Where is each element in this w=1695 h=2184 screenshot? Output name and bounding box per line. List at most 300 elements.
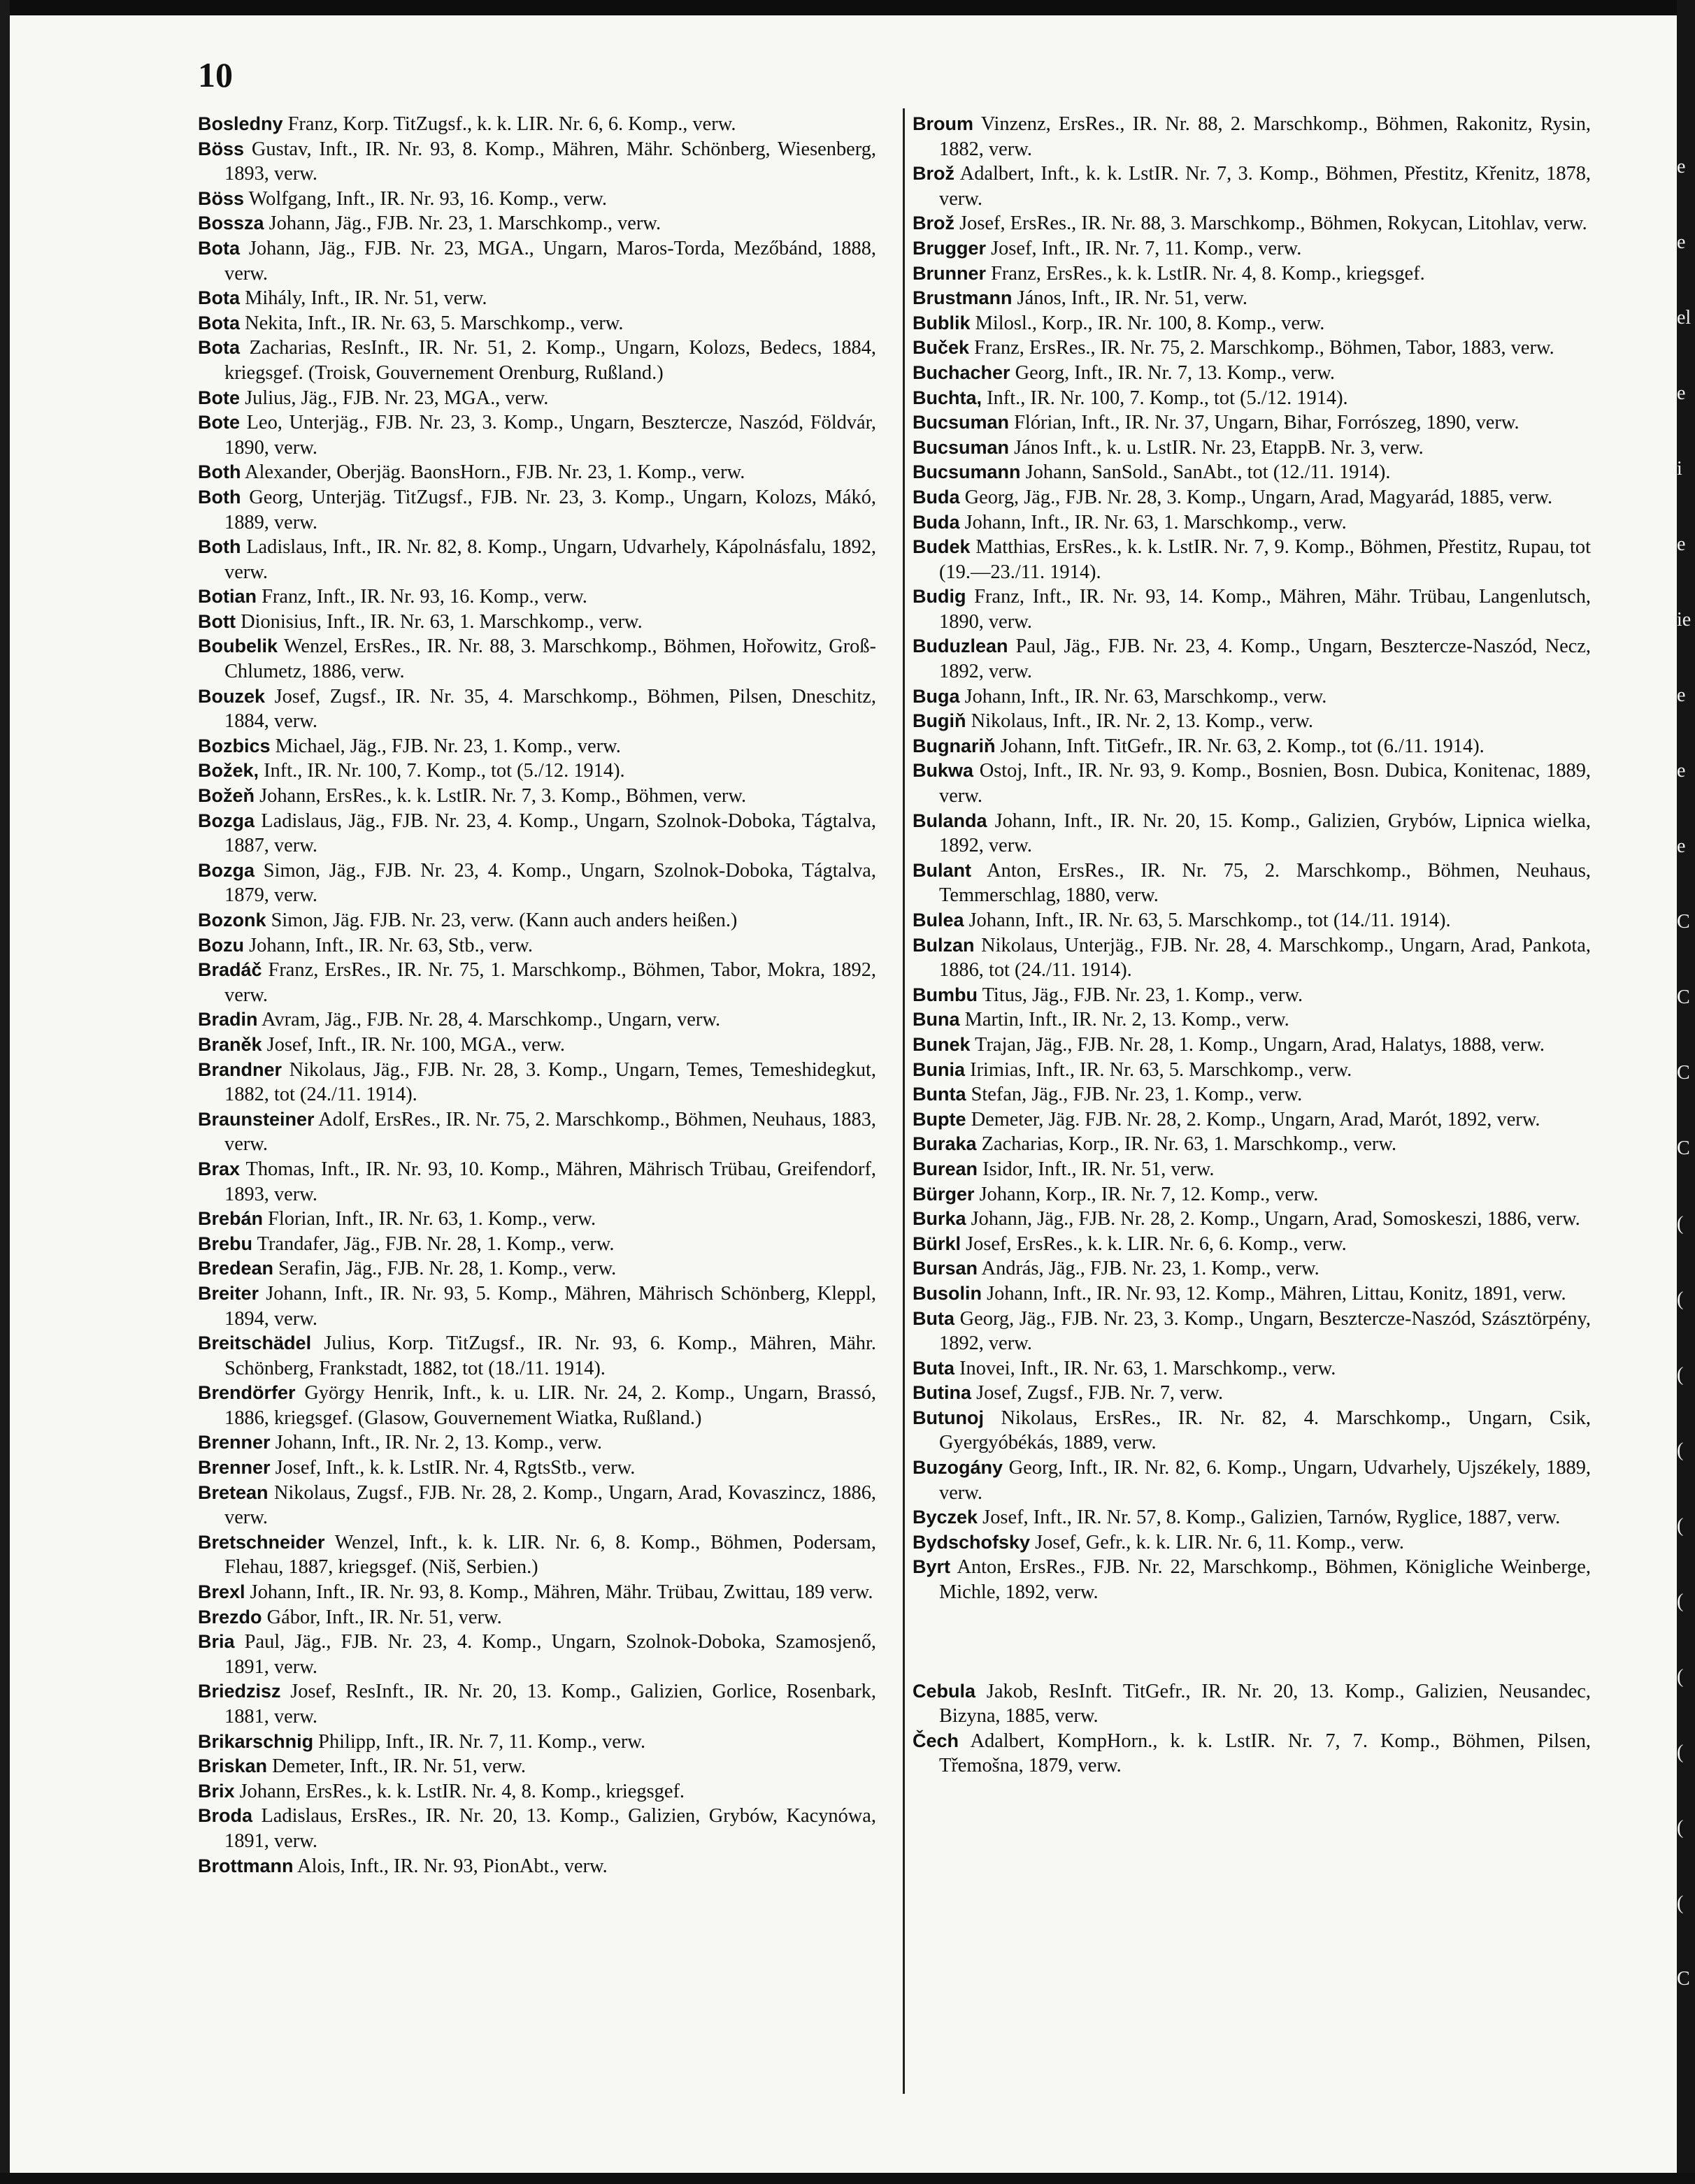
- entry-surname: Bredean: [198, 1258, 274, 1279]
- entry-surname: Bulant: [913, 859, 971, 881]
- entry-surname: Budig: [913, 586, 966, 608]
- entry-details: Alois, Inft., IR. Nr. 93, PionAbt., verw.: [293, 1855, 608, 1877]
- entry-surname: Bugiň: [913, 710, 966, 732]
- entry: [198, 211, 876, 236]
- entry-surname: Both: [198, 486, 241, 508]
- entry: [913, 983, 1591, 1008]
- entry-details: Demeter, Jäg. FJB. Nr. 28, 2. Komp., Ungarn, Arad, Marót, 1892, verw.: [966, 1108, 1540, 1130]
- margin-fragment: (: [1677, 1818, 1684, 1838]
- entry-surname: Brenner: [198, 1457, 271, 1479]
- entry: [913, 485, 1591, 510]
- entry-surname: Bote: [198, 387, 240, 408]
- entry-details: Trajan, Jäg., FJB. Nr. 28, 1. Komp., Ungarn, Arad, Halatys, 1888, verw.: [970, 1033, 1545, 1056]
- entry: [913, 112, 1591, 161]
- entry: [198, 1530, 876, 1580]
- entry: [913, 908, 1591, 933]
- entry: [913, 510, 1591, 536]
- entry-details: Johann, Inft., IR. Nr. 93, 8. Komp., Mähren, Mähr. Trübau, Zwittau, 189 verw.: [245, 1581, 873, 1604]
- entry-details: Inovei, Inft., IR. Nr. 63, 1. Marschkomp., verw.: [954, 1357, 1336, 1379]
- entry-details: Julius, Korp. TitZugsf., IR. Nr. 93, 6. Komp., Mähren, Mähr. Schönberg, Frankstadt, 1882, tot (18./11. 1914).: [224, 1332, 876, 1379]
- entry: [913, 1729, 1591, 1779]
- scan-border-bottom: [0, 2173, 1695, 2184]
- entry-details: Josef, Inft., IR. Nr. 7, 11. Komp., verw.: [986, 237, 1302, 259]
- entry-surname: Burean: [913, 1158, 978, 1179]
- entry: [198, 1033, 876, 1058]
- entry-details: Johann, ErsRes., k. k. LstIR. Nr. 4, 8. Komp., kriegsgef.: [234, 1780, 685, 1802]
- right-column-c-entries: [913, 1679, 1591, 1779]
- margin-fragment: (: [1677, 1290, 1684, 1309]
- scan-border-left: [0, 0, 10, 2184]
- entry-surname: Braunsteiner: [198, 1108, 315, 1130]
- entry: [198, 1580, 876, 1605]
- entry-details: Johann, Inft., IR. Nr. 63, 5. Marschkomp., tot (14./11. 1914).: [964, 910, 1451, 931]
- entry-surname: Čech: [913, 1730, 959, 1751]
- entry: [198, 634, 876, 684]
- entry: [913, 1356, 1591, 1381]
- entry-details: Franz, Inft., IR. Nr. 93, 14. Komp., Mähren, Mähr. Trübau, Langenlutsch, 1890, verw.: [939, 586, 1591, 633]
- entry-surname: Bürkl: [913, 1233, 961, 1254]
- entry-surname: Bublik: [913, 312, 971, 333]
- entry-surname: Bretean: [198, 1481, 269, 1503]
- entry: [913, 1406, 1591, 1456]
- entry-details: Ladislaus, ErsRes., IR. Nr. 20, 13. Komp., Galizien, Grybów, Kacynówa, 1891, verw.: [224, 1805, 876, 1852]
- entry: [913, 1107, 1591, 1133]
- entry-surname: Bria: [198, 1631, 235, 1653]
- entry-details: Wenzel, Inft., k. k. LIR. Nr. 6, 8. Komp., Böhmen, Podersam, Flehau, 1887, kriegsgef. (Niš, Serbien.): [224, 1531, 876, 1579]
- entry-surname: Buchacher: [913, 361, 1010, 383]
- entry: [913, 361, 1591, 386]
- entry: [913, 410, 1591, 436]
- entry-surname: Bunek: [913, 1033, 971, 1055]
- margin-fragment: C: [1677, 988, 1690, 1007]
- margin-fragment: i: [1677, 459, 1682, 479]
- margin-fragment: C: [1677, 1063, 1690, 1083]
- entry-details: Josef, Zugsf., FJB. Nr. 7, verw.: [971, 1382, 1224, 1404]
- entry: [913, 460, 1591, 485]
- entry: [198, 809, 876, 858]
- entry-surname: Bucsuman: [913, 436, 1010, 458]
- entry: [913, 311, 1591, 336]
- entry-surname: Buček: [913, 337, 970, 359]
- entry-details: Ostoj, Inft., IR. Nr. 93, 9. Komp., Bosnien, Bosn. Dubica, Konitenac, 1889, verw.: [939, 760, 1591, 807]
- entry: [198, 112, 876, 137]
- entry-details: Johann, Inft., IR. Nr. 20, 15. Komp., Galizien, Grybów, Lipnica wielka, 1892, verw.: [939, 810, 1591, 857]
- entry: [913, 734, 1591, 759]
- entry-details: Johann, Inft., IR. Nr. 2, 13. Komp., verw.: [270, 1432, 602, 1454]
- entry-details: Nekita, Inft., IR. Nr. 63, 5. Marschkomp., verw.: [240, 312, 624, 334]
- entry: [913, 1679, 1591, 1729]
- page-number: 10: [198, 55, 233, 94]
- entry-details: György Henrik, Inft., k. u. LIR. Nr. 24, 2. Komp., Ungarn, Brassó, 1886, kriegsgef. (Glasow, Gouvernement Wiatka, Rußland.): [224, 1382, 876, 1429]
- entry: [198, 1430, 876, 1456]
- entry: [913, 1256, 1591, 1281]
- entry: [913, 261, 1591, 287]
- margin-fragment: (: [1677, 1894, 1684, 1913]
- entry: [198, 610, 876, 635]
- entry-surname: Buzogány: [913, 1457, 1003, 1479]
- entry-surname: Byrt: [913, 1556, 951, 1578]
- entry-surname: Bukwa: [913, 760, 974, 782]
- entry: [198, 1854, 876, 1879]
- entry-details: Georg, Inft., IR. Nr. 82, 6. Komp., Ungarn, Udvarhely, Ujszékely, 1889, verw.: [939, 1457, 1591, 1504]
- left-column: [198, 112, 876, 1878]
- entry: [913, 709, 1591, 734]
- entry: [198, 311, 876, 336]
- entry: [198, 1381, 876, 1430]
- margin-fragment: (: [1677, 1365, 1684, 1385]
- entry-surname: Božek,: [198, 760, 259, 782]
- entry: [198, 336, 876, 385]
- entry-surname: Brunner: [913, 262, 987, 284]
- margin-fragment: (: [1677, 1743, 1684, 1762]
- entry-surname: Brugger: [913, 237, 987, 259]
- entry-details: Gábor, Inft., IR. Nr. 51, verw.: [262, 1606, 502, 1628]
- entry-details: Dionisius, Inft., IR. Nr. 63, 1. Marschkomp., verw.: [235, 610, 643, 633]
- entry-details: Martin, Inft., IR. Nr. 2, 13. Komp., verw.: [959, 1009, 1289, 1031]
- entry-details: Georg, Jäg., FJB. Nr. 28, 3. Komp., Ungarn, Arad, Magyarád, 1885, verw.: [959, 486, 1553, 508]
- entry-details: Vinzenz, ErsRes., IR. Nr. 88, 2. Marschkomp., Böhmen, Rakonitz, Rysin, 1882, verw.: [939, 113, 1591, 160]
- entry-surname: Bouzek: [198, 685, 266, 707]
- entry-details: Demeter, Inft., IR. Nr. 51, verw.: [267, 1755, 526, 1778]
- entry-details: Trandafer, Jäg., FJB. Nr. 28, 1. Komp., verw.: [252, 1233, 615, 1255]
- entry: [198, 187, 876, 212]
- entry-details: Johann, Inft. TitGefr., IR. Nr. 63, 2. Komp., tot (6./11. 1914).: [995, 735, 1485, 757]
- entry-details: Franz, Inft., IR. Nr. 93, 16. Komp., verw.: [257, 586, 587, 608]
- entry-surname: Broda: [198, 1805, 253, 1827]
- entry-details: Johann, Inft., IR. Nr. 93, 12. Komp., Mähren, Littau, Konitz, 1891, verw.: [982, 1282, 1566, 1305]
- entry-details: András, Jäg., FJB. Nr. 23, 1. Komp., verw.: [978, 1258, 1319, 1280]
- entry-details: Matthias, ErsRes., k. k. LstIR. Nr. 7, 9. Komp., Böhmen, Přestitz, Rupau, tot (19.—23./11. 1914).: [939, 536, 1591, 583]
- entry-surname: Bunia: [913, 1058, 966, 1080]
- entry-details: Nikolaus, ErsRes., IR. Nr. 82, 4. Marschkomp., Ungarn, Csik, Gyergyóbékás, 1889, verw.: [939, 1407, 1591, 1454]
- entry-details: Josef, Inft., IR. Nr. 100, MGA., verw.: [262, 1033, 565, 1056]
- entry-surname: Briskan: [198, 1755, 268, 1777]
- entry-details: Josef, Inft., k. k. LstIR. Nr. 4, RgtsStb., verw.: [270, 1457, 636, 1479]
- entry: [913, 759, 1591, 808]
- entry: [198, 236, 876, 286]
- entry-details: Simon, Jäg., FJB. Nr. 23, 4. Komp., Ungarn, Szolnok-Doboka, Tágtalva, 1879, verw.: [224, 859, 876, 907]
- entry-details: Nikolaus, Zugsf., FJB. Nr. 28, 2. Komp., Ungarn, Arad, Kovaszincz, 1886, verw.: [224, 1481, 876, 1529]
- entry: [913, 858, 1591, 908]
- entry-surname: Bulzan: [913, 934, 975, 956]
- entry-details: Johann, Jäg., FJB. Nr. 23, MGA., Ungarn, Maros-Torda, Mezőbánd, 1888, verw.: [224, 237, 876, 285]
- entry: [198, 460, 876, 485]
- entry-surname: Bozga: [198, 859, 255, 881]
- entry: [198, 1107, 876, 1157]
- entry-surname: Bote: [198, 412, 240, 433]
- entry: [198, 784, 876, 809]
- entry-details: Flórian, Inft., IR. Nr. 37, Ungarn, Bihar, Forrószeg, 1890, verw.: [1009, 412, 1519, 434]
- entry: [198, 137, 876, 187]
- entry-details: Adalbert, KompHorn., k. k. LstIR. Nr. 7, 7. Komp., Böhmen, Pilsen, Třemošna, 1879, verw.: [939, 1730, 1591, 1777]
- entry: [913, 336, 1591, 361]
- entry-details: Georg, Unterjäg. TitZugsf., FJB. Nr. 23, 3. Komp., Ungarn, Kolozs, Mákó, 1889, verw.: [224, 486, 876, 533]
- margin-fragment: C: [1677, 1969, 1690, 1989]
- entry-details: Johann, Jäg., FJB. Nr. 28, 2. Komp., Ungarn, Arad, Somoskeszi, 1886, verw.: [966, 1208, 1580, 1230]
- entry: [198, 1730, 876, 1755]
- entry: [913, 1207, 1591, 1232]
- entry-surname: Both: [198, 461, 241, 483]
- entry-surname: Böss: [198, 138, 245, 159]
- entry-surname: Bulea: [913, 910, 964, 931]
- entry: [198, 858, 876, 908]
- entry: [198, 584, 876, 610]
- entry: [198, 386, 876, 411]
- entry-details: Serafin, Jäg., FJB. Nr. 28, 1. Komp., verw.: [273, 1258, 617, 1280]
- entry-details: Isidor, Inft., IR. Nr. 51, verw.: [978, 1158, 1215, 1180]
- entry-details: Inft., IR. Nr. 100, 7. Komp., tot (5./12. 1914).: [982, 387, 1348, 409]
- margin-fragment: e: [1677, 837, 1686, 856]
- entry-details: János, Inft., IR. Nr. 51, verw.: [1012, 287, 1247, 310]
- margin-fragment: e: [1677, 535, 1686, 554]
- margin-fragment: e: [1677, 233, 1686, 252]
- entry-details: Anton, ErsRes., FJB. Nr. 22, Marschkomp., Böhmen, Königliche Weinberge, Michle, 1892, verw.: [939, 1556, 1591, 1604]
- entry: [198, 958, 876, 1007]
- entry-surname: Bradin: [198, 1009, 258, 1030]
- entry-surname: Bosledny: [198, 113, 283, 134]
- entry: [198, 908, 876, 933]
- entry-surname: Bozga: [198, 810, 255, 831]
- entry: [198, 1007, 876, 1033]
- entry-surname: Botian: [198, 586, 257, 608]
- entry-surname: Brenner: [198, 1432, 271, 1453]
- margin-fragment: (: [1677, 1516, 1684, 1536]
- entry-surname: Bossza: [198, 213, 264, 234]
- entry: [198, 1058, 876, 1107]
- entry: [913, 1281, 1591, 1307]
- entry-details: Paul, Jäg., FJB. Nr. 23, 4. Komp., Ungarn, Beszterczе-Naszód, Necz, 1892, verw.: [939, 635, 1591, 683]
- entry: [913, 634, 1591, 684]
- entry-surname: Buda: [913, 511, 960, 533]
- entry-details: Alexander, Oberjäg. BaonsHorn., FJB. Nr. 23, 1. Komp., verw.: [241, 461, 745, 484]
- entry-surname: Bota: [198, 287, 240, 309]
- margin-fragment: e: [1677, 686, 1686, 705]
- entry-details: Florian, Inft., IR. Nr. 63, 1. Komp., verw.: [263, 1208, 596, 1230]
- entry-surname: Buda: [913, 486, 960, 508]
- entry: [913, 1007, 1591, 1033]
- entry-surname: Bradáč: [198, 959, 262, 981]
- entry-surname: Boubelik: [198, 635, 278, 657]
- entry: [913, 1157, 1591, 1182]
- entry-surname: Butunoj: [913, 1407, 984, 1428]
- entry-details: Josef, ErsRes., IR. Nr. 88, 3. Marschkomp., Böhmen, Rokycan, Litohlav, verw.: [954, 213, 1587, 235]
- entry-surname: Briedzisz: [198, 1681, 281, 1702]
- entry-surname: Božeň: [198, 785, 255, 807]
- entry: [913, 584, 1591, 634]
- entry-surname: Burka: [913, 1208, 966, 1230]
- entry-surname: Busolin: [913, 1282, 982, 1304]
- entry-details: Johann, ErsRes., k. k. LstIR. Nr. 7, 3. Komp., Böhmen, verw.: [255, 785, 747, 807]
- entry-surname: Bozbics: [198, 735, 271, 756]
- entry: [198, 410, 876, 460]
- entry-details: Johann, Inft., IR. Nr. 63, 1. Marschkomp., verw.: [959, 511, 1347, 533]
- margin-fragment: (: [1677, 1667, 1684, 1687]
- entry-details: Wolfgang, Inft., IR. Nr. 93, 16. Komp., verw.: [244, 187, 607, 210]
- entry: [913, 286, 1591, 311]
- entry-surname: Broum: [913, 113, 973, 134]
- entry-surname: Bozu: [198, 934, 244, 956]
- entry: [198, 286, 876, 311]
- entry-surname: Cebula: [913, 1680, 976, 1702]
- right-column-b-entries: [913, 112, 1591, 1605]
- entry: [913, 933, 1591, 983]
- entry-surname: Buna: [913, 1009, 960, 1030]
- entry-details: Johann, Jäg., FJB. Nr. 23, 1. Marschkomp., verw.: [264, 213, 661, 235]
- entry: [913, 386, 1591, 411]
- entry-details: Paul, Jäg., FJB. Nr. 23, 4. Komp., Ungarn, Szolnok-Doboka, Szamosjenő, 1891, verw.: [224, 1631, 876, 1678]
- entry-details: Franz, ErsRes., IR. Nr. 75, 2. Marschkomp., Böhmen, Tabor, 1883, verw.: [969, 337, 1554, 359]
- right-column: [913, 112, 1591, 1779]
- entry-surname: Bucsumann: [913, 461, 1021, 483]
- margin-fragment: C: [1677, 1139, 1690, 1158]
- entry-surname: Bota: [198, 312, 240, 333]
- entry-details: Simon, Jäg. FJB. Nr. 23, verw. (Kann auch anders heißen.): [266, 910, 738, 931]
- entry-details: Stefan, Jäg., FJB. Nr. 23, 1. Komp., verw.: [966, 1084, 1303, 1106]
- entry-surname: Bretschneider: [198, 1531, 325, 1553]
- entry: [913, 684, 1591, 710]
- entry: [913, 1132, 1591, 1157]
- margin-fragment: e: [1677, 761, 1686, 781]
- entry: [913, 1505, 1591, 1530]
- entry: [198, 1630, 876, 1679]
- entry: [913, 236, 1591, 261]
- entry-surname: Breitschädel: [198, 1332, 312, 1354]
- entry: [913, 436, 1591, 461]
- entry-surname: Brexl: [198, 1581, 245, 1603]
- entry-details: Nikolaus, Inft., IR. Nr. 2, 13. Komp., verw.: [966, 710, 1314, 733]
- entry-details: Johann, SanSold., SanAbt., tot (12./11. 1914).: [1020, 461, 1391, 484]
- entry: [198, 485, 876, 535]
- margin-fragment: (: [1677, 1214, 1684, 1234]
- entry-surname: Bumbu: [913, 984, 978, 1005]
- entry: [198, 1804, 876, 1853]
- entry-surname: Brebán: [198, 1208, 264, 1230]
- entry-surname: Both: [198, 536, 241, 558]
- entry-surname: Budek: [913, 536, 971, 558]
- entry-details: Michael, Jäg., FJB. Nr. 23, 1. Komp., verw.: [270, 735, 621, 757]
- entry: [913, 1058, 1591, 1083]
- entry-surname: Buga: [913, 685, 960, 707]
- entry-details: Johann, Korp., IR. Nr. 7, 12. Komp., verw.: [974, 1183, 1319, 1205]
- entry-surname: Brottmann: [198, 1855, 294, 1876]
- entry-details: Franz, ErsRes., k. k. LstIR. Nr. 4, 8. Komp., kriegsgef.: [986, 262, 1425, 285]
- entry-details: Inft., IR. Nr. 100, 7. Komp., tot (5./12. 1914).: [259, 760, 625, 782]
- entry-surname: Bunta: [913, 1084, 966, 1105]
- entry: [913, 535, 1591, 584]
- entry-surname: Braněk: [198, 1033, 262, 1055]
- margin-fragment: e: [1677, 384, 1686, 403]
- entry-surname: Brustmann: [913, 287, 1013, 309]
- entry-details: Georg, Jäg., FJB. Nr. 23, 3. Komp., Ungarn, Beszterczе-Naszód, Szásztörpény, 1892, verw.: [939, 1307, 1591, 1355]
- entry: [913, 1033, 1591, 1058]
- entry: [913, 1232, 1591, 1257]
- entry: [198, 1679, 876, 1729]
- entry-surname: Brendörfer: [198, 1382, 296, 1404]
- entry-surname: Buta: [913, 1307, 954, 1329]
- entry-surname: Bugnariň: [913, 735, 996, 756]
- entry-surname: Brax: [198, 1158, 241, 1179]
- entry: [198, 535, 876, 584]
- entry: [198, 1331, 876, 1381]
- entry-surname: Bydschofsky: [913, 1531, 1031, 1553]
- entry-surname: Brezdo: [198, 1606, 262, 1628]
- entry-surname: Bott: [198, 610, 236, 632]
- entry-details: Julius, Jäg., FJB. Nr. 23, MGA., verw.: [240, 387, 549, 409]
- entry-surname: Butina: [913, 1382, 971, 1404]
- entry-surname: Brandner: [198, 1058, 282, 1080]
- entry-details: Zacharias, ResInft., IR. Nr. 51, 2. Komp., Ungarn, Kolozs, Bedecs, 1884, kriegsgef. (Troisk, Gouvernement Orenburg, Rußland.): [224, 337, 876, 384]
- entry-details: Milosl., Korp., IR. Nr. 100, 8. Komp., verw.: [970, 312, 1325, 334]
- entry-surname: Buduzlean: [913, 635, 1008, 657]
- entry: [913, 1182, 1591, 1207]
- section-gap: [913, 1605, 1591, 1679]
- entry-details: Nikolaus, Unterjäg., FJB. Nr. 28, 4. Marschkomp., Ungarn, Arad, Pankota, 1886, tot (24./11. 1914).: [939, 934, 1591, 982]
- entry: [198, 1232, 876, 1257]
- entry-details: János Inft., k. u. LstIR. Nr. 23, EtappB. Nr. 3, verw.: [1009, 436, 1424, 459]
- entry-details: Philipp, Inft., IR. Nr. 7, 11. Komp., verw.: [313, 1730, 646, 1753]
- entry-details: Adolf, ErsRes., IR. Nr. 75, 2. Marschkomp., Böhmen, Neuhaus, 1883, verw.: [224, 1108, 876, 1156]
- entry-details: Josef, Inft., IR. Nr. 57, 8. Komp., Galizien, Tarnów, Ryglice, 1887, verw.: [978, 1507, 1561, 1529]
- entry-details: Leo, Unterjäg., FJB. Nr. 23, 3. Komp., Ungarn, Beszterczе, Naszód, Földvár, 1890, verw.: [224, 412, 876, 459]
- entry-details: Josef, ResInft., IR. Nr. 20, 13. Komp., Galizien, Gorlice, Rosenbark, 1881, verw.: [224, 1681, 876, 1727]
- margin-fragment: el: [1677, 308, 1692, 328]
- entry-details: Johann, Inft., IR. Nr. 63, Stb., verw.: [243, 934, 533, 956]
- margin-fragment: (: [1677, 1592, 1684, 1611]
- entry-details: Gustav, Inft., IR. Nr. 93, 8. Komp., Mähren, Mähr. Schönberg, Wiesenberg, 1893, verw.: [224, 138, 876, 185]
- entry-details: Avram, Jäg., FJB. Nr. 28, 4. Marschkomp., Ungarn, verw.: [257, 1009, 721, 1031]
- entry-surname: Brož: [913, 213, 954, 234]
- entry-details: Ladislaus, Inft., IR. Nr. 82, 8. Komp., Ungarn, Udvarhely, Kápolnásfalu, 1892, verw.: [224, 536, 876, 583]
- entry-surname: Brikarschnig: [198, 1730, 314, 1752]
- margin-fragment: (: [1677, 1441, 1684, 1460]
- entry-details: Johann, Inft., IR. Nr. 93, 5. Komp., Mähren, Mährisch Schönberg, Kleppl, 1894, verw.: [224, 1282, 876, 1330]
- entry: [913, 1530, 1591, 1556]
- entry-surname: Bulanda: [913, 810, 987, 831]
- entry-surname: Bupte: [913, 1108, 966, 1130]
- margin-fragment: C: [1677, 912, 1690, 932]
- entry: [198, 1481, 876, 1530]
- entry-surname: Bota: [198, 337, 240, 359]
- entry-details: Jakob, ResInft. TitGefr., IR. Nr. 20, 13. Komp., Galizien, Neusandec, Bizyna, 1885, verw.: [939, 1680, 1591, 1727]
- entry-details: Mihály, Inft., IR. Nr. 51, verw.: [240, 287, 487, 310]
- entry-surname: Buchta,: [913, 387, 982, 408]
- entry-details: Georg, Inft., IR. Nr. 7, 13. Komp., verw.: [1010, 361, 1336, 384]
- entry-details: Titus, Jäg., FJB. Nr. 23, 1. Komp., verw.: [977, 984, 1303, 1006]
- entry: [198, 684, 876, 734]
- entry-details: Irimias, Inft., IR. Nr. 63, 5. Marschkomp., verw.: [965, 1058, 1352, 1081]
- entry: [198, 1281, 876, 1331]
- entry: [913, 1555, 1591, 1604]
- entry-details: Adalbert, Inft., k. k. LstIR. Nr. 7, 3. Komp., Böhmen, Přestitz, Křenitz, 1878, verw.: [939, 163, 1591, 210]
- entry: [198, 933, 876, 958]
- entry-details: Zacharias, Korp., IR. Nr. 63, 1. Marschkomp., verw.: [976, 1133, 1397, 1156]
- entry: [198, 1754, 876, 1779]
- entry-details: Thomas, Inft., IR. Nr. 93, 10. Komp., Mähren, Mährisch Trübau, Greifendorf, 1893, verw.: [224, 1158, 876, 1205]
- entry-surname: Brix: [198, 1780, 235, 1802]
- entry-details: Wenzel, ErsRes., IR. Nr. 88, 3. Marschkomp., Böhmen, Hořowitz, Groß-Chlumetz, 1886, verw.: [224, 635, 876, 683]
- entry-details: Franz, ErsRes., IR. Nr. 75, 1. Marschkomp., Böhmen, Tabor, Mokra, 1892, verw.: [224, 959, 876, 1006]
- entry: [198, 759, 876, 784]
- entry-details: Josef, Gefr., k. k. LIR. Nr. 6, 11. Komp., verw.: [1030, 1531, 1404, 1553]
- column-divider: [903, 108, 905, 2094]
- entry-surname: Buraka: [913, 1133, 977, 1155]
- entry: [913, 1456, 1591, 1505]
- entry-surname: Bota: [198, 237, 240, 259]
- entry: [198, 1456, 876, 1481]
- entry-details: Nikolaus, Jäg., FJB. Nr. 28, 3. Komp., Ungarn, Temes, Temeshidegkut, 1882, tot (24./11. 1914).: [224, 1058, 876, 1106]
- entry-details: Josef, Zugsf., IR. Nr. 35, 4. Marschkomp., Böhmen, Pilsen, Dneschitz, 1884, verw.: [224, 685, 876, 733]
- entry-surname: Byczek: [913, 1507, 978, 1528]
